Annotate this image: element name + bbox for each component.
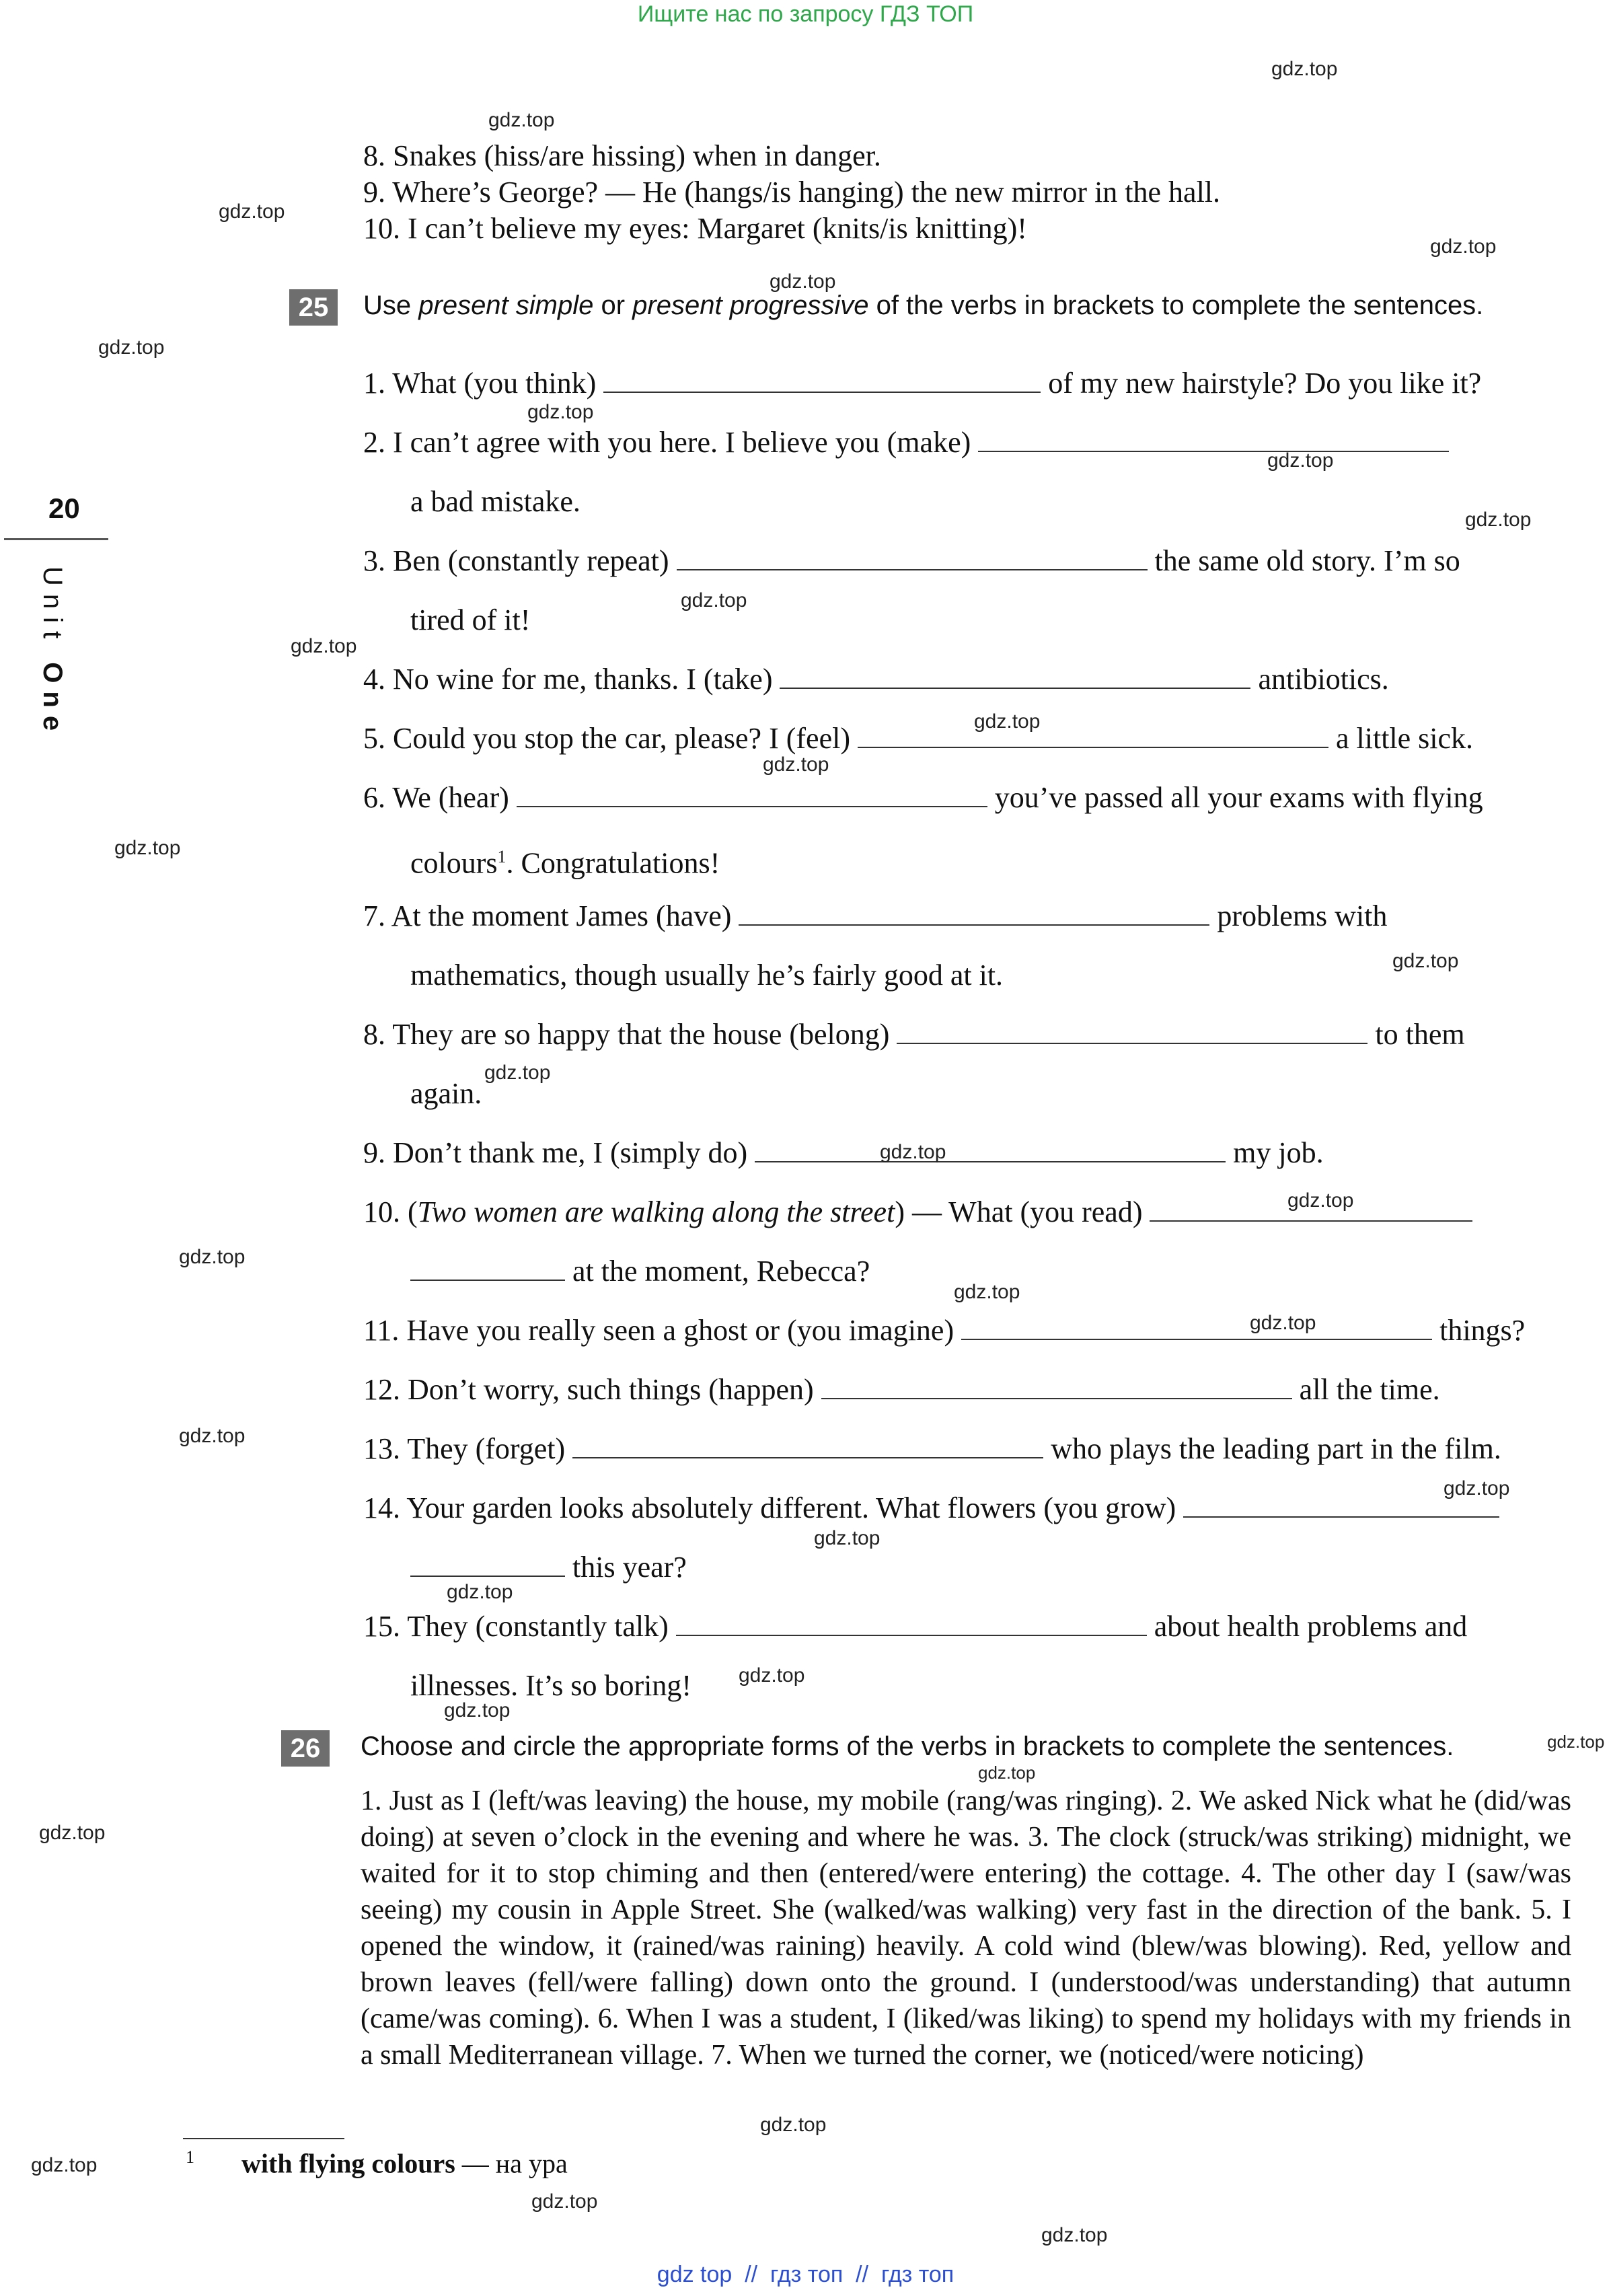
ex25-item-6-cont	[410, 837, 720, 884]
watermark: gdz.top	[954, 1281, 1020, 1303]
answer-blank[interactable]	[780, 661, 1250, 689]
item-text: things?	[1439, 1314, 1526, 1347]
watermark: gdz.top	[1547, 1732, 1605, 1752]
answer-blank[interactable]	[821, 1371, 1292, 1399]
exercise-26-badge: 26	[281, 1730, 330, 1767]
watermark: gdz.top	[1041, 2224, 1108, 2246]
exercise-25-badge: 25	[289, 289, 338, 326]
item-text: who plays the leading part in the film.	[1051, 1432, 1501, 1465]
item-text: at the moment, Rebecca?	[572, 1255, 870, 1288]
item-text: 13. They (forget)	[363, 1432, 566, 1465]
item-text: my job.	[1233, 1136, 1324, 1169]
watermark: gdz.top	[1267, 449, 1334, 472]
answer-blank[interactable]	[410, 1549, 565, 1577]
margin-rule	[4, 538, 108, 540]
ex25-item-8-cont: again.	[410, 1077, 482, 1110]
watermark: gdz.top	[1250, 1312, 1316, 1334]
footnote-mark: 1	[186, 2147, 194, 2167]
item-text: 11. Have you really seen a ghost or (you imagine)	[363, 1314, 954, 1347]
prev-item-9: 9. Where’s George? — He (hangs/is hanging) the new mirror in the hall.	[363, 176, 1221, 209]
instr-pre: Use	[363, 291, 419, 320]
item-stage-direction: Two women are walking along the street	[417, 1195, 895, 1228]
page-number: 20	[48, 492, 80, 524]
ex25-item-9	[363, 1133, 1324, 1173]
item-text: 6. We (hear)	[363, 781, 509, 814]
answer-blank[interactable]	[897, 1016, 1368, 1044]
watermark: gdz.top	[531, 2190, 598, 2213]
answer-blank[interactable]	[603, 365, 1041, 393]
exercise-25-instruction	[363, 291, 1483, 321]
item-text: . Congratulations!	[506, 846, 720, 880]
ex25-item-3	[363, 541, 1460, 581]
answer-blank[interactable]	[572, 1430, 1043, 1458]
watermark: gdz.top	[39, 1822, 106, 1844]
item-text: about health problems and	[1154, 1610, 1468, 1643]
item-text: colours	[410, 846, 498, 880]
exercise-26-text: 1. Just as I (left/was leaving) the house, my mobile (rang/was ringing). 2. We asked Nick what he (did/was doing) at seven o’clock in the evening and where he was. 3. The clock (struck/was striking) midnight, we waited for it to stop chiming and then (entered/were entering) the cottage. 4. The other day I (saw/was seeing) my cousin in Apple Street. She (walked/was walking) very fast in the direction of the bank. 5. I opened the window, it (rained/was raining) heavily. A cold wind (blew/was blowing). Red, yellow and brown leaves (fell/were falling) down onto the ground. I (understood/was understanding) that autumn (came/was coming). 6. When I was a student, I (liked/was liking) to spend my holidays with my friends in a small Mediterranean village. 7. When we turned the corner, we (noticed/were noticing)	[361, 1785, 1571, 2071]
item-text: 4. No wine for me, thanks. I (take)	[363, 663, 773, 696]
ex25-item-15	[363, 1606, 1467, 1647]
watermark: gdz.top	[978, 1763, 1036, 1783]
watermark: gdz.top	[681, 589, 747, 612]
watermark: gdz.top	[291, 635, 357, 657]
footnote-definition: — на ура	[455, 2148, 568, 2179]
watermark: gdz.top	[880, 1141, 946, 1163]
watermark: gdz.top	[1392, 950, 1459, 972]
ex25-item-12	[363, 1370, 1440, 1410]
watermark: gdz.top	[447, 1581, 513, 1603]
watermark: gdz.top	[1287, 1189, 1354, 1212]
watermark: gdz.top	[1444, 1477, 1510, 1499]
prev-item-8: 8. Snakes (hiss/are hissing) when in danger.	[363, 139, 881, 172]
ex25-item-11	[363, 1310, 1525, 1351]
ex25-item-3-cont: tired of it!	[410, 603, 531, 636]
footnote-term: with flying colours	[241, 2148, 455, 2179]
footnote-rule	[183, 2138, 344, 2139]
bottom-links[interactable]: gdz top // гдз топ // гдз топ	[657, 2262, 954, 2287]
ex25-item-7	[363, 896, 1387, 936]
item-text: a little sick.	[1335, 722, 1474, 755]
item-text: the same old story. I’m so	[1154, 544, 1460, 577]
instr-mid: or	[593, 291, 633, 320]
unit-word: Unit	[38, 566, 67, 647]
watermark: gdz.top	[763, 753, 829, 776]
answer-blank[interactable]	[961, 1312, 1432, 1340]
prev-item-10: 10. I can’t believe my eyes: Margaret (knits/is knitting)!	[363, 212, 1027, 245]
ex25-item-4	[363, 659, 1389, 700]
answer-blank[interactable]	[978, 424, 1449, 452]
watermark: gdz.top	[114, 837, 181, 859]
item-text: 5. Could you stop the car, please? I (feel)	[363, 722, 850, 755]
exercise-26-instruction: Choose and circle the appropriate forms of the verbs in brackets to complete the sentences.	[361, 1732, 1454, 1761]
item-text: 15. They (constantly talk)	[363, 1610, 669, 1643]
watermark: gdz.top	[484, 1062, 551, 1084]
watermark: gdz.top	[1430, 235, 1497, 258]
watermark: gdz.top	[444, 1699, 511, 1721]
watermark: gdz.top	[814, 1527, 881, 1549]
watermark: gdz.top	[219, 200, 285, 223]
item-text: antibiotics.	[1258, 663, 1389, 696]
top-banner[interactable]: Ищите нас по запросу ГДЗ ТОП	[637, 1, 974, 27]
answer-blank[interactable]	[677, 542, 1148, 570]
item-text: 12. Don’t worry, such things (happen)	[363, 1373, 814, 1406]
ex25-item-7-cont: mathematics, though usually he’s fairly good at it.	[410, 959, 1004, 992]
watermark: gdz.top	[770, 270, 836, 293]
answer-blank[interactable]	[676, 1608, 1147, 1636]
item-text: 10. (	[363, 1195, 418, 1228]
ex25-item-2-cont: a bad mistake.	[410, 485, 580, 518]
item-text: 8. They are so happy that the house (belong)	[363, 1018, 890, 1051]
watermark: gdz.top	[488, 109, 555, 131]
answer-blank[interactable]	[739, 897, 1209, 926]
item-text: of my new hairstyle? Do you like it?	[1048, 367, 1482, 400]
ex25-item-14	[363, 1488, 1499, 1528]
ex25-item-5	[363, 718, 1473, 759]
item-text: ) — What (you read)	[895, 1195, 1143, 1228]
answer-blank[interactable]	[755, 1134, 1226, 1162]
item-text: you’ve passed all your exams with flying	[994, 781, 1483, 814]
item-text: 2. I can’t agree with you here. I believe you (make)	[363, 426, 971, 459]
watermark: gdz.top	[179, 1246, 246, 1268]
watermark: gdz.top	[1465, 509, 1532, 531]
instr-post: of the verbs in brackets to complete the sentences.	[868, 291, 1484, 320]
watermark: gdz.top	[98, 336, 165, 359]
ex25-item-1	[363, 363, 1481, 404]
ex25-item-6	[363, 778, 1483, 818]
ex25-item-8	[363, 1014, 1465, 1055]
footnote	[186, 2147, 568, 2179]
watermark: gdz.top	[1271, 58, 1338, 80]
watermark: gdz.top	[527, 401, 594, 423]
answer-blank[interactable]	[410, 1253, 565, 1281]
unit-label	[37, 566, 67, 739]
item-text: to them	[1375, 1018, 1465, 1051]
watermark: gdz.top	[179, 1425, 246, 1447]
item-text: 1. What (you think)	[363, 367, 597, 400]
ex25-item-10-cont	[410, 1251, 870, 1292]
item-text: 3. Ben (constantly repeat)	[363, 544, 669, 577]
instr-em2: present progressive	[632, 291, 869, 320]
ex25-item-15-cont: illnesses. It’s so boring!	[410, 1669, 691, 1702]
unit-number-word: One	[38, 662, 67, 739]
item-text: 7. At the moment James (have)	[363, 899, 732, 932]
answer-blank[interactable]	[858, 720, 1328, 748]
item-text: 9. Don’t thank me, I (simply do)	[363, 1136, 748, 1169]
watermark: gdz.top	[760, 2114, 827, 2136]
item-text: all the time.	[1299, 1373, 1440, 1406]
footnote-ref[interactable]: 1	[497, 847, 507, 866]
item-text: problems with	[1217, 899, 1388, 932]
ex25-item-13	[363, 1429, 1501, 1469]
instr-em1: present simple	[418, 291, 594, 320]
answer-blank[interactable]	[517, 779, 987, 807]
watermark: gdz.top	[31, 2154, 98, 2176]
watermark: gdz.top	[974, 710, 1041, 733]
watermark: gdz.top	[739, 1664, 805, 1687]
item-text: this year?	[572, 1551, 687, 1584]
item-text: 14. Your garden looks absolutely different. What flowers (you grow)	[363, 1491, 1176, 1524]
